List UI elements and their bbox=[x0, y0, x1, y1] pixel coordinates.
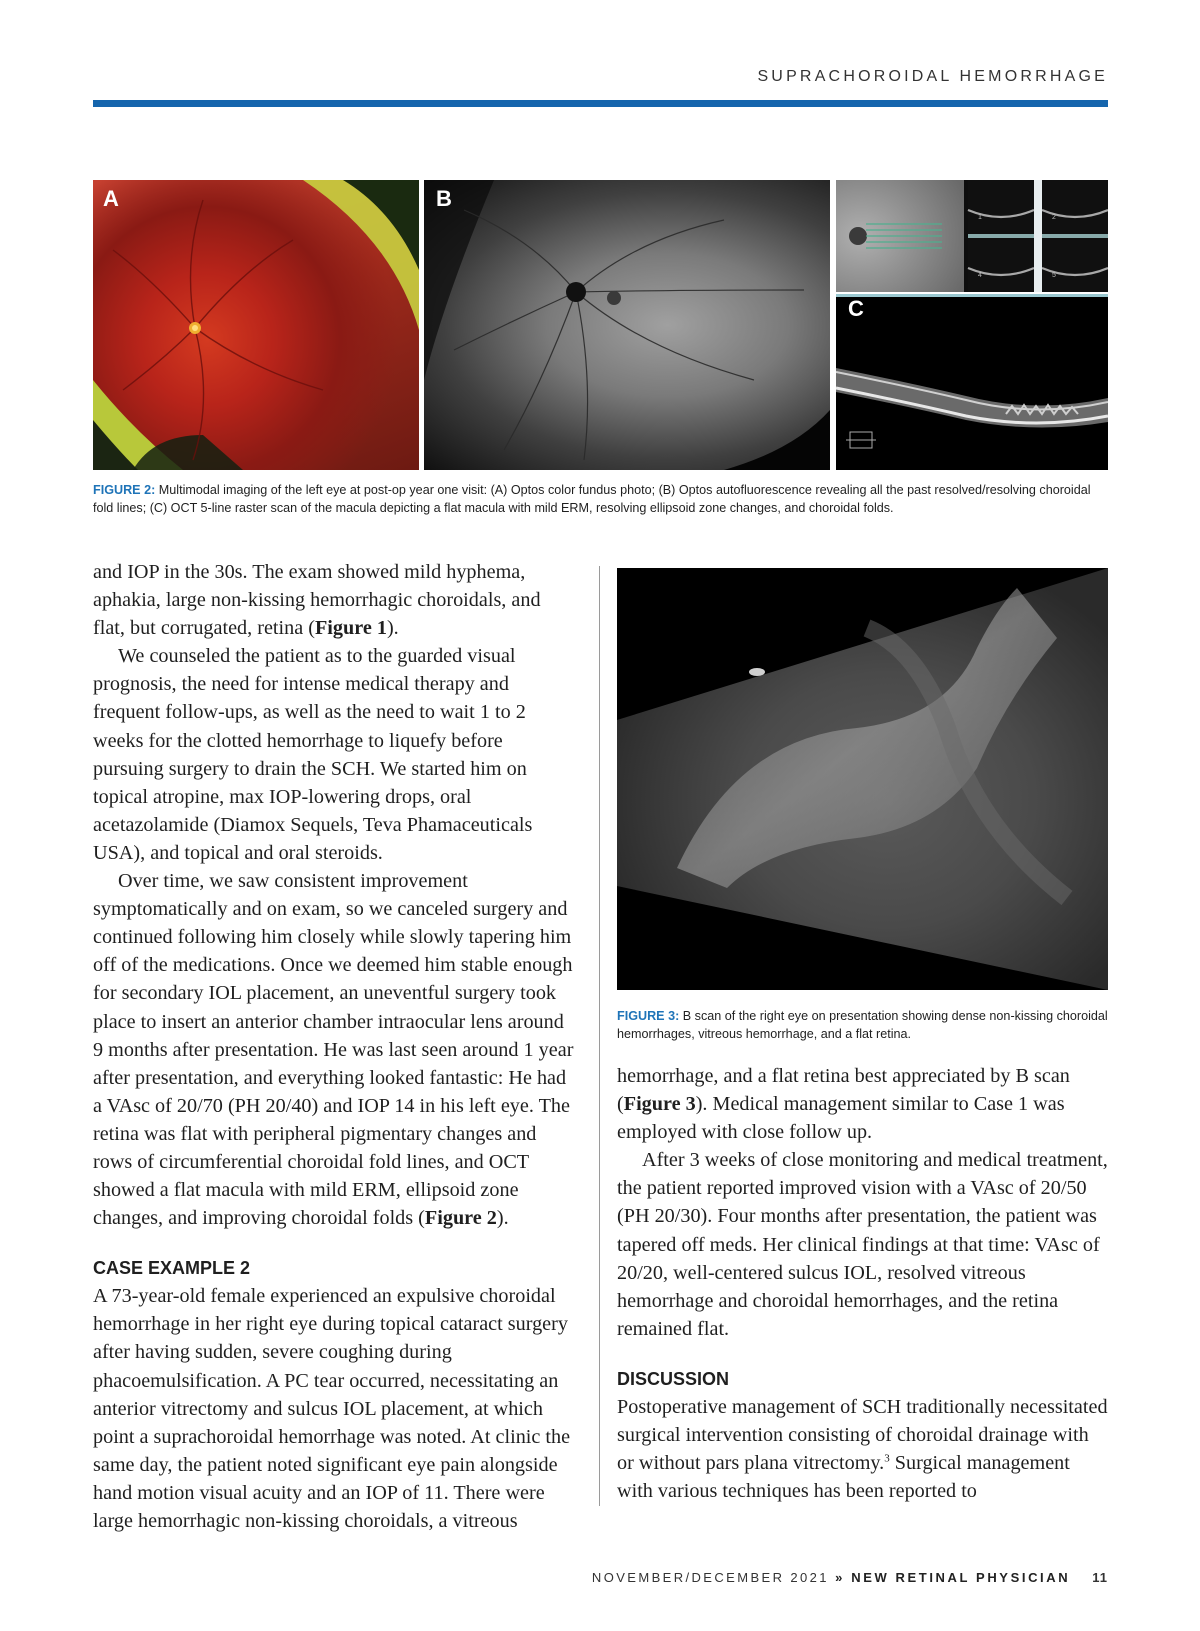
panel-label-c: C bbox=[848, 296, 864, 321]
page-number: 11 bbox=[1092, 1570, 1108, 1585]
column-divider bbox=[599, 566, 600, 1506]
paragraph: A 73-year-old female experienced an expulsive choroidal hemorrhage in her right eye during topical cataract surgery after having sudden, severe coughing during phacoemulsification. A PC tear occurred, necessitating an anterior vitrectomy and sulcus IOL placement, at which point a suprachoroidal hemorrhage was noted. At clinic the same day, the patient noted significant eye pain alongside hand motion visual acuity and an IOP of 11. There were large hemorrhagic non-kissing choroidals, a vitreous bbox=[93, 1285, 571, 1532]
figure2-panel-c-oct-scan bbox=[836, 294, 1108, 470]
panel-label-a: A bbox=[103, 186, 119, 211]
oct-line-number: 4 bbox=[978, 272, 982, 279]
figure3-caption-label: FIGURE 3: bbox=[617, 1009, 680, 1023]
figure3-b-scan-image bbox=[617, 568, 1108, 990]
oct-line-number: 1 bbox=[978, 214, 982, 221]
citation-superscript: 3 bbox=[884, 1452, 890, 1465]
figure2-panel-c-oct-thumbnails bbox=[836, 180, 1108, 292]
figure2-caption bbox=[93, 482, 1103, 517]
figure-reference: Figure 3 bbox=[623, 1093, 696, 1116]
figure2-panel-b-autofluorescence bbox=[424, 180, 830, 470]
left-column bbox=[93, 558, 576, 1535]
footer-journal-name: NEW RETINAL PHYSICIAN bbox=[851, 1570, 1071, 1585]
right-column bbox=[617, 1062, 1108, 1505]
figure3-caption bbox=[617, 1008, 1108, 1043]
footer-issue: NOVEMBER/DECEMBER 2021 bbox=[591, 1570, 829, 1585]
section-heading-discussion: DISCUSSION bbox=[617, 1368, 730, 1389]
figure3-caption-text: B scan of the right eye on presentation showing dense non-kissing choroidal hemorrhages, vitreous hemorrhage, and a flat retina. bbox=[617, 1009, 1108, 1041]
page-footer bbox=[500, 1570, 1108, 1585]
figure2-caption-text: Multimodal imaging of the left eye at post-op year one visit: (A) Optos color fundus photo; (B) Optos autofluorescence revealing all the past resolved/resolving choroidal fold lines; (C) OCT 5-line raster scan of the macula depicting a flat macula with mild ERM, resolving ellipsoid zone changes, and choroidal folds. bbox=[93, 483, 1091, 515]
header-rule bbox=[93, 100, 1108, 107]
paragraph: and IOP in the 30s. The exam showed mild hyphema, aphakia, large non-kissing hemorrhagic choroidals, and flat, but corrugated, retina (Figure 1). bbox=[93, 561, 541, 640]
running-header: SUPRACHOROIDAL HEMORRHAGE bbox=[757, 68, 1108, 85]
paragraph: hemorrhage, and a flat retina best appreciated by B scan (Figure 3). Medical management similar to Case 1 was employed with close follow up. bbox=[617, 1065, 1070, 1144]
oct-line-number: 2 bbox=[1052, 214, 1056, 221]
figure-reference: Figure 1 bbox=[314, 617, 387, 640]
figure-reference: Figure 2 bbox=[424, 1207, 497, 1230]
oct-line-number: 5 bbox=[1052, 272, 1056, 279]
section-heading-case-example-2: CASE EXAMPLE 2 bbox=[93, 1258, 251, 1279]
paragraph: After 3 weeks of close monitoring and medical treatment, the patient reported improved vision with a VAsc of 20/50 (PH 20/30). Four months after presentation, the patient was tapered off meds. Her clinical findings at that time: VAsc of 20/20, well-centered sulcus IOL, resolved vitreous hemorrhage and choroidal hemorrhages, and the retina remained flat. bbox=[617, 1149, 1108, 1340]
figure2-panel-a-fundus-photo bbox=[93, 180, 419, 470]
paragraph: Postoperative management of SCH traditionally necessitated surgical intervention consisting of choroidal drainage with or without pars plana vitrectomy.$^3$ Surgical management with various techniques has been reported to bbox=[617, 1395, 1108, 1503]
paragraph: Over time, we saw consistent improvement symptomatically and on exam, so we canceled surgery and continued following him closely while slowly tapering him off of the medications. Once we deemed him stable enough for secondary IOL placement, an uneventful surgery took place to insert an anterior chamber intraocular lens around 9 months after presentation. He was last seen around 1 year after presentation, and everything looked fantastic: He had a VAsc of 20/70 (PH 20/40) and IOP 14 in his left eye. The retina was flat with peripheral pigmentary changes and rows of circumferential choroidal fold lines, and OCT showed a flat macula with mild ERM, ellipsoid zone changes, and improving choroidal folds (Figure 2). bbox=[93, 870, 574, 1230]
panel-label-b: B bbox=[436, 186, 452, 211]
figure2-caption-label: FIGURE 2: bbox=[93, 483, 156, 497]
footer-separator: » bbox=[828, 1570, 852, 1585]
paragraph: We counseled the patient as to the guarded visual prognosis, the need for intense medical therapy and frequent follow-ups, as well as the need to wait 1 to 2 weeks for the clotted hemorrhage to liquefy before pursuing surgery to drain the SCH. We started him on topical atropine, max IOP-lowering drops, oral acetazolamide (Diamox Sequels, Teva Phamaceuticals USA), and topical and oral steroids. bbox=[93, 645, 533, 864]
